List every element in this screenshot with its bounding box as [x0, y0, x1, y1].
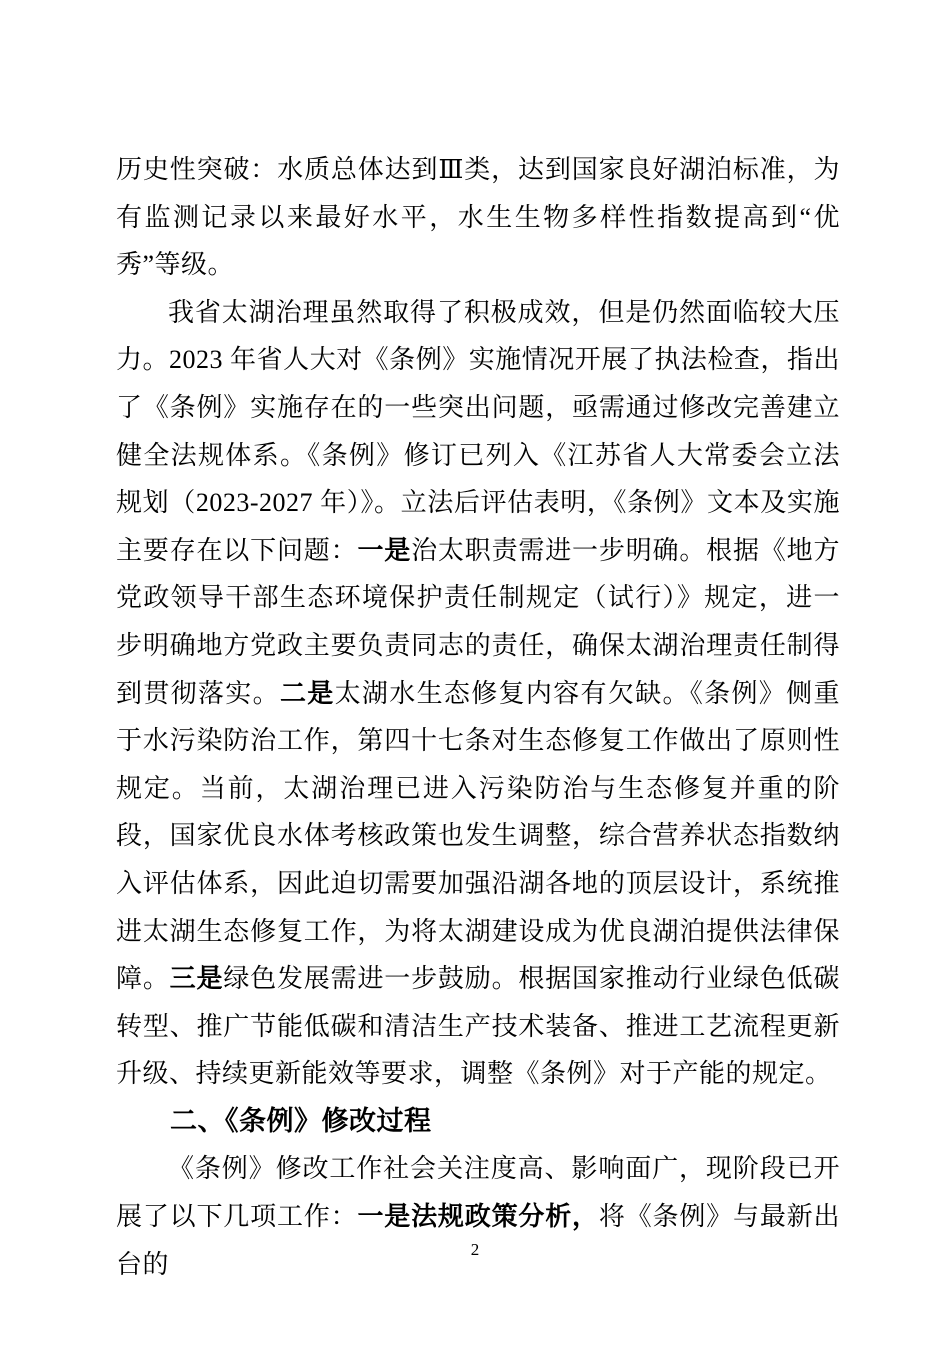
paragraph	[116, 146, 840, 289]
emphasis-text-run: 三是	[169, 963, 224, 994]
text-run: 绿色发展需进一步鼓励。根据国家推动行业绿色低碳转型、推广节能低碳和清洁生产技术装备、推进工艺流程更新升级、持续更新能效等要求，调整《条例》对于产能的规定。	[116, 964, 840, 1089]
document-body	[116, 146, 840, 1288]
emphasis-text-run: 二、《条例》修改过程	[170, 1105, 432, 1136]
paragraph	[116, 1145, 840, 1288]
page-number: 2	[470, 1240, 480, 1259]
paragraph	[116, 289, 840, 1098]
text-run: 历史性突破：水质总体达到Ⅲ类，达到国家良好湖泊标准，为有监测记录以来最好水平，水生生物多样性指数提高到“优秀”等级。	[116, 155, 840, 280]
text-run: 治太职责需进一步明确。根据《地方党政领导干部生态环境保护责任制规定（试行）》规定，进一步明确地方党政主要负责同志的责任，确保太湖治理责任制得到贯彻落实。	[116, 535, 840, 708]
emphasis-text-run: 一是法规政策分析，	[357, 1201, 599, 1232]
text-run: 《条例》修改工作社会关注度高、影响面广，现阶段已开展了以下几项工作：	[116, 1154, 840, 1232]
section-heading	[116, 1098, 840, 1146]
text-run: 太湖水生态修复内容有欠缺。《条例》侧重于水污染防治工作，第四十七条对生态修复工作做出了原则性规定。当前，太湖治理已进入污染防治与生态修复并重的阶段，国家优良水体考核政策也发生调整，综合营养状态指数纳入评估体系，因此迫切需要加强沿湖各地的顶层设计，系统推进太湖生态修复工作，为将太湖建设成为优良湖泊提供法律保障。	[116, 678, 840, 994]
text-run: 将《条例》与最新出台的	[116, 1202, 840, 1279]
emphasis-text-run: 一是	[357, 534, 412, 565]
text-run: 我省太湖治理虽然取得了积极成效，但是仍然面临较大压力。2023 年省人大对《条例》实施情况开展了执法检查，指出了《条例》实施存在的一些突出问题，亟需通过修改完善建立健全法规体系。《条例》修订已列入《江苏省人大常委会立法规划（2023-2027 年）》。立法后评估表明，《条例》文本及实施主要存在以下问题：	[116, 297, 840, 565]
emphasis-text-run: 二是	[279, 677, 335, 708]
